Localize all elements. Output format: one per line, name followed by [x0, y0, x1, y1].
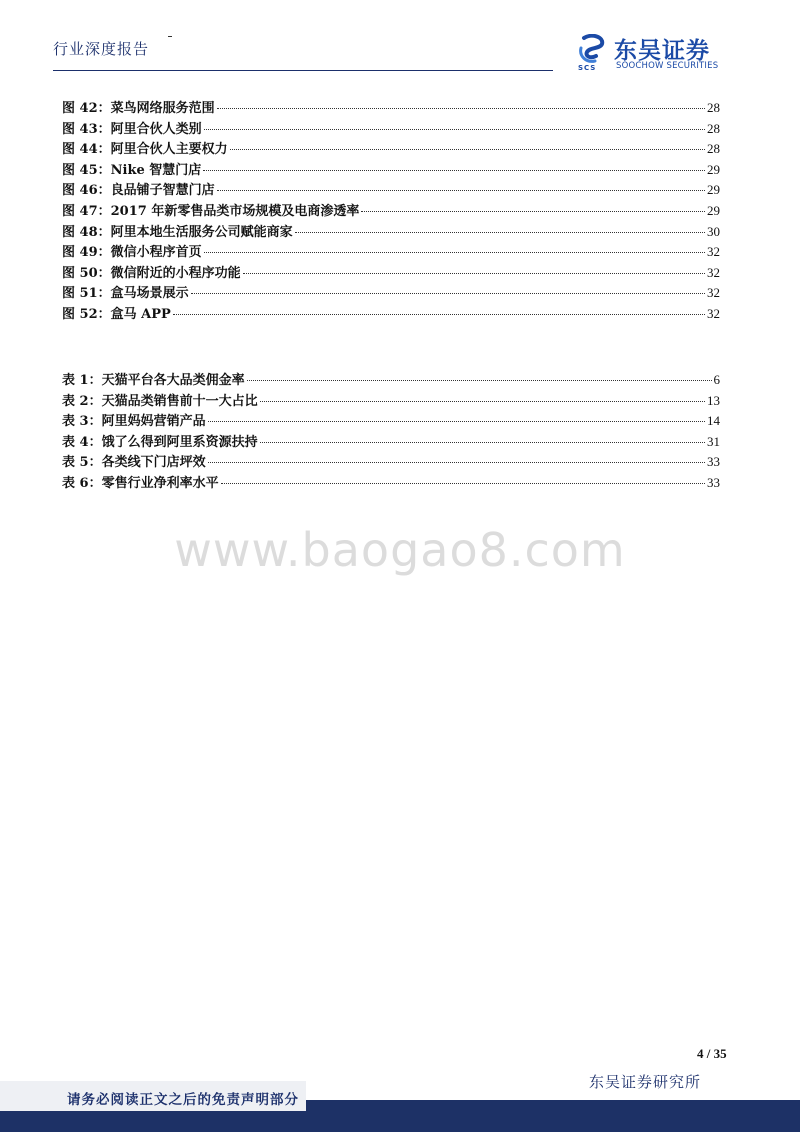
toc-entry-label: 表 3：阿里妈妈营销产品 — [62, 414, 206, 430]
toc-entry[interactable] — [62, 118, 720, 139]
logo-name-cn: 东吴证券 — [614, 38, 710, 64]
dot-leader — [230, 149, 705, 150]
header-divider — [53, 70, 553, 71]
logo-abbr: SCS — [578, 64, 597, 72]
dot-leader — [361, 211, 705, 212]
toc-entry-label: 图 42：菜鸟网络服务范围 — [62, 101, 215, 116]
toc-entry-page: 29 — [707, 202, 720, 218]
toc-entry-page: 32 — [707, 285, 720, 301]
dot-leader — [204, 129, 705, 130]
toc-entry-page: 33 — [707, 474, 720, 490]
toc-entry-page: 30 — [707, 223, 720, 239]
toc-entry[interactable] — [62, 451, 720, 472]
toc-entry[interactable] — [62, 303, 720, 324]
toc-entry[interactable] — [62, 262, 720, 283]
toc-entry-page: 13 — [707, 392, 720, 408]
toc-entry[interactable] — [62, 200, 720, 221]
toc-entry-label: 图 44：阿里合伙人主要权力 — [62, 142, 228, 158]
toc-entry-label: 表 1：天猫平台各大品类佣金率 — [62, 373, 245, 388]
dot-leader — [173, 314, 705, 315]
figure-list — [62, 97, 720, 324]
toc-entry[interactable] — [62, 241, 720, 262]
toc-entry-page: 29 — [707, 161, 720, 177]
toc-entry[interactable] — [62, 179, 720, 200]
toc-entry-label: 图 51：盒马场景展示 — [62, 286, 189, 302]
toc-entry-page: 32 — [707, 264, 720, 280]
toc-entry[interactable] — [62, 472, 720, 493]
toc-entry[interactable] — [62, 410, 720, 431]
header-tick — [168, 36, 172, 37]
toc-entry-label: 表 6：零售行业净利率水平 — [62, 475, 219, 491]
toc-entry[interactable] — [62, 282, 720, 303]
toc-entry-page: 29 — [707, 182, 720, 198]
toc-entry[interactable] — [62, 159, 720, 180]
dot-leader — [191, 293, 705, 294]
table-list — [62, 369, 720, 493]
report-type-label: 行业深度报告 — [53, 40, 150, 58]
toc-entry-label: 图 48：阿里本地生活服务公司赋能商家 — [62, 224, 293, 240]
toc-entry[interactable] — [62, 390, 720, 411]
toc-entry[interactable] — [62, 431, 720, 452]
company-logo — [578, 34, 748, 74]
toc-entry-page: 32 — [707, 305, 720, 321]
dot-leader — [208, 462, 705, 463]
dot-leader — [260, 401, 705, 402]
toc-entry-label: 表 5：各类线下门店坪效 — [62, 455, 206, 471]
dot-leader — [260, 442, 705, 443]
dot-leader — [208, 421, 705, 422]
toc-entry-label: 表 4：饿了么得到阿里系资源扶持 — [62, 434, 258, 450]
watermark: www.baogao8.com — [174, 523, 626, 577]
toc-entry-label: 图 52：盒马 APP — [62, 306, 171, 322]
dot-leader — [295, 232, 705, 233]
toc-entry[interactable] — [62, 221, 720, 242]
toc-entry-page: 28 — [707, 100, 720, 115]
toc-entry-label: 图 50：微信附近的小程序功能 — [62, 265, 241, 281]
dot-leader — [217, 190, 705, 191]
dot-leader — [247, 380, 712, 381]
dot-leader — [221, 483, 705, 484]
toc-entry[interactable] — [62, 369, 720, 390]
disclaimer-text: 请务必阅读正文之后的免责声明部分 — [67, 1092, 299, 1108]
page-number: 4 / 35 — [697, 1046, 727, 1061]
toc-entry-page: 32 — [707, 244, 720, 260]
logo-name-en: SOOCHOW SECURITIES — [616, 61, 719, 71]
dot-leader — [217, 108, 705, 109]
dot-leader — [204, 252, 705, 253]
toc-entry[interactable] — [62, 97, 720, 118]
toc-entry-page: 28 — [707, 141, 720, 157]
dot-leader — [243, 273, 705, 274]
footer-org-name: 东吴证券研究所 — [589, 1073, 702, 1091]
toc-entry-label: 图 47：2017 年新零售品类市场规模及电商渗透率 — [62, 203, 360, 219]
toc-entry-page: 14 — [707, 413, 720, 429]
toc-entry-label: 图 49：微信小程序首页 — [62, 245, 202, 261]
toc-entry-page: 31 — [707, 433, 720, 449]
toc-entry[interactable] — [62, 138, 720, 159]
toc-entry-page: 33 — [707, 454, 720, 470]
toc-entry-label: 图 46：良品铺子智慧门店 — [62, 183, 215, 199]
scs-logo-icon — [578, 34, 608, 68]
dot-leader — [203, 170, 705, 171]
toc-entry-label: 表 2：天猫品类销售前十一大占比 — [62, 393, 258, 409]
toc-entry-page: 6 — [713, 372, 720, 387]
toc-entry-label: 图 45：Nike 智慧门店 — [62, 162, 202, 178]
toc-entry-label: 图 43：阿里合伙人类别 — [62, 121, 202, 137]
toc-entry-page: 28 — [707, 120, 720, 136]
